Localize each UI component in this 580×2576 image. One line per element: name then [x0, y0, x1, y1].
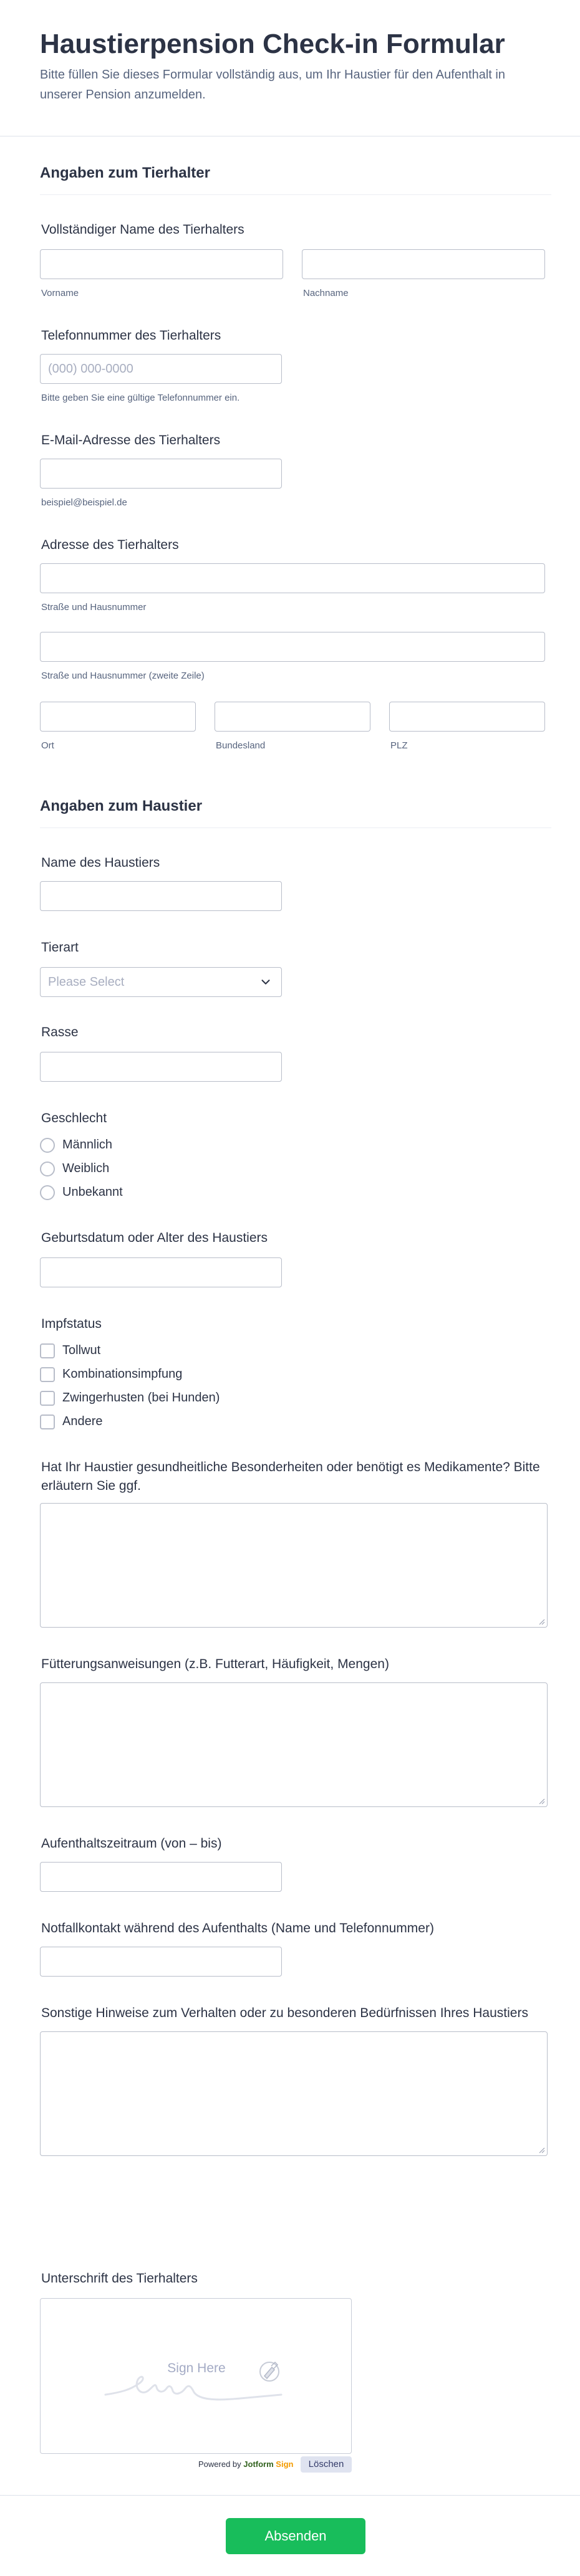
city-input[interactable] — [40, 702, 196, 732]
emergency-contact-label: Notfallkontakt während des Aufenthalts (Name und Telefonnummer) — [41, 1921, 434, 1935]
form-subtitle: Bitte füllen Sie dieses Formular vollständig aus, um Ihr Haustier für den Aufenthalt in unserer Pension anzumelden. — [40, 68, 505, 102]
vaccine-checkbox-rabies[interactable] — [40, 1343, 55, 1358]
signature-pad[interactable] — [40, 2298, 352, 2454]
pet-name-label: Name des Haustiers — [41, 856, 160, 870]
street-input[interactable] — [40, 563, 545, 593]
gender-label: Geschlecht — [41, 1111, 107, 1125]
powered-by — [198, 2459, 293, 2469]
owner-email-label: E-Mail-Adresse des Tierhalters — [41, 433, 221, 447]
owner-phone-label: Telefonnummer des Tierhalters — [41, 328, 221, 343]
vaccine-option-kennel-cough: Zwingerhusten (bei Hunden) — [62, 1391, 220, 1405]
vaccine-checkbox-kennel-cough[interactable] — [40, 1391, 55, 1406]
owner-phone-input[interactable] — [40, 354, 282, 384]
resize-handle-icon[interactable] — [538, 2146, 545, 2154]
gender-radio-male[interactable] — [40, 1138, 55, 1153]
street2-input[interactable] — [40, 632, 545, 662]
phone-sublabel: Bitte geben Sie eine gültige Telefonnummer ein. — [41, 393, 240, 403]
footer-divider — [0, 2495, 580, 2496]
birthdate-label: Geburtsdatum oder Alter des Haustiers — [41, 1231, 268, 1245]
email-sublabel: beispiel@beispiel.de — [41, 497, 127, 508]
vaccine-option-combination: Kombinationsimpfung — [62, 1367, 183, 1381]
first-name-sublabel: Vorname — [41, 288, 79, 298]
gender-option-male: Männlich — [62, 1138, 113, 1152]
state-sublabel: Bundesland — [216, 740, 266, 751]
city-sublabel: Ort — [41, 740, 54, 751]
owner-section-divider — [40, 194, 551, 195]
notes-textarea[interactable] — [40, 2031, 548, 2156]
pet-name-input[interactable] — [40, 881, 282, 911]
notes-label: Sonstige Hinweise zum Verhalten oder zu besonderen Bedürfnissen Ihres Haustiers — [41, 2006, 528, 2020]
zip-sublabel: PLZ — [390, 740, 408, 751]
feeding-label: Fütterungsanweisungen (z.B. Futterart, Häufigkeit, Mengen) — [41, 1657, 389, 1671]
powered-brand-jotform: Jotform — [243, 2459, 274, 2469]
street2-sublabel: Straße und Hausnummer (zweite Zeile) — [41, 670, 205, 681]
emergency-contact-input[interactable] — [40, 1947, 282, 1977]
vaccine-option-other: Andere — [62, 1414, 103, 1428]
vaccine-checkbox-other[interactable] — [40, 1414, 55, 1429]
owner-address-label: Adresse des Tierhalters — [41, 538, 179, 552]
phone-placeholder: (000) 000-0000 — [48, 362, 133, 376]
resize-handle-icon[interactable] — [538, 1797, 545, 1805]
street-sublabel: Straße und Hausnummer — [41, 602, 147, 613]
gender-radio-unknown[interactable] — [40, 1185, 55, 1200]
species-select[interactable] — [40, 967, 282, 997]
pen-icon — [256, 2359, 283, 2385]
pet-section-title: Angaben zum Haustier — [40, 798, 203, 814]
owner-name-label: Vollständiger Name des Tierhalters — [41, 222, 244, 237]
stay-period-input[interactable] — [40, 1862, 282, 1892]
stay-period-label: Aufenthaltszeitraum (von – bis) — [41, 1836, 222, 1851]
species-selected-value: Please Select — [48, 975, 125, 989]
breed-label: Rasse — [41, 1025, 79, 1039]
owner-first-name-input[interactable] — [40, 249, 283, 279]
vaccine-option-rabies: Tollwut — [62, 1343, 101, 1357]
zip-input[interactable] — [389, 702, 545, 732]
owner-email-input[interactable] — [40, 459, 282, 489]
submit-button[interactable]: Absenden — [226, 2518, 365, 2554]
gender-option-female: Weiblich — [62, 1162, 110, 1175]
owner-section-title: Angaben zum Tierhalter — [40, 165, 210, 181]
owner-last-name-input[interactable] — [302, 249, 545, 279]
health-textarea[interactable] — [40, 1503, 548, 1628]
gender-option-unknown: Unbekannt — [62, 1185, 123, 1199]
state-input[interactable] — [215, 702, 370, 732]
breed-input[interactable] — [40, 1052, 282, 1082]
gender-radio-female[interactable] — [40, 1162, 55, 1176]
birthdate-input[interactable] — [40, 1257, 282, 1287]
last-name-sublabel: Nachname — [303, 288, 349, 298]
clear-signature-button[interactable]: Löschen — [301, 2456, 352, 2473]
chevron-down-icon — [259, 975, 273, 989]
health-label: Hat Ihr Haustier gesundheitliche Besonderheiten oder benötigt es Medikamente? Bitte erläutern Sie ggf. — [41, 1460, 540, 1493]
vaccine-checkbox-combination[interactable] — [40, 1367, 55, 1382]
powered-brand-sign: Sign — [276, 2459, 294, 2469]
species-label: Tierart — [41, 940, 79, 955]
signature-label: Unterschrift des Tierhalters — [41, 2271, 198, 2286]
vaccination-label: Impfstatus — [41, 1317, 102, 1331]
feeding-textarea[interactable] — [40, 1682, 548, 1807]
resize-handle-icon[interactable] — [538, 1618, 545, 1625]
powered-prefix: Powered by — [198, 2459, 241, 2469]
form-title: Haustierpension Check-in Formular — [40, 29, 505, 59]
sign-here-placeholder: Sign Here — [167, 2361, 226, 2375]
